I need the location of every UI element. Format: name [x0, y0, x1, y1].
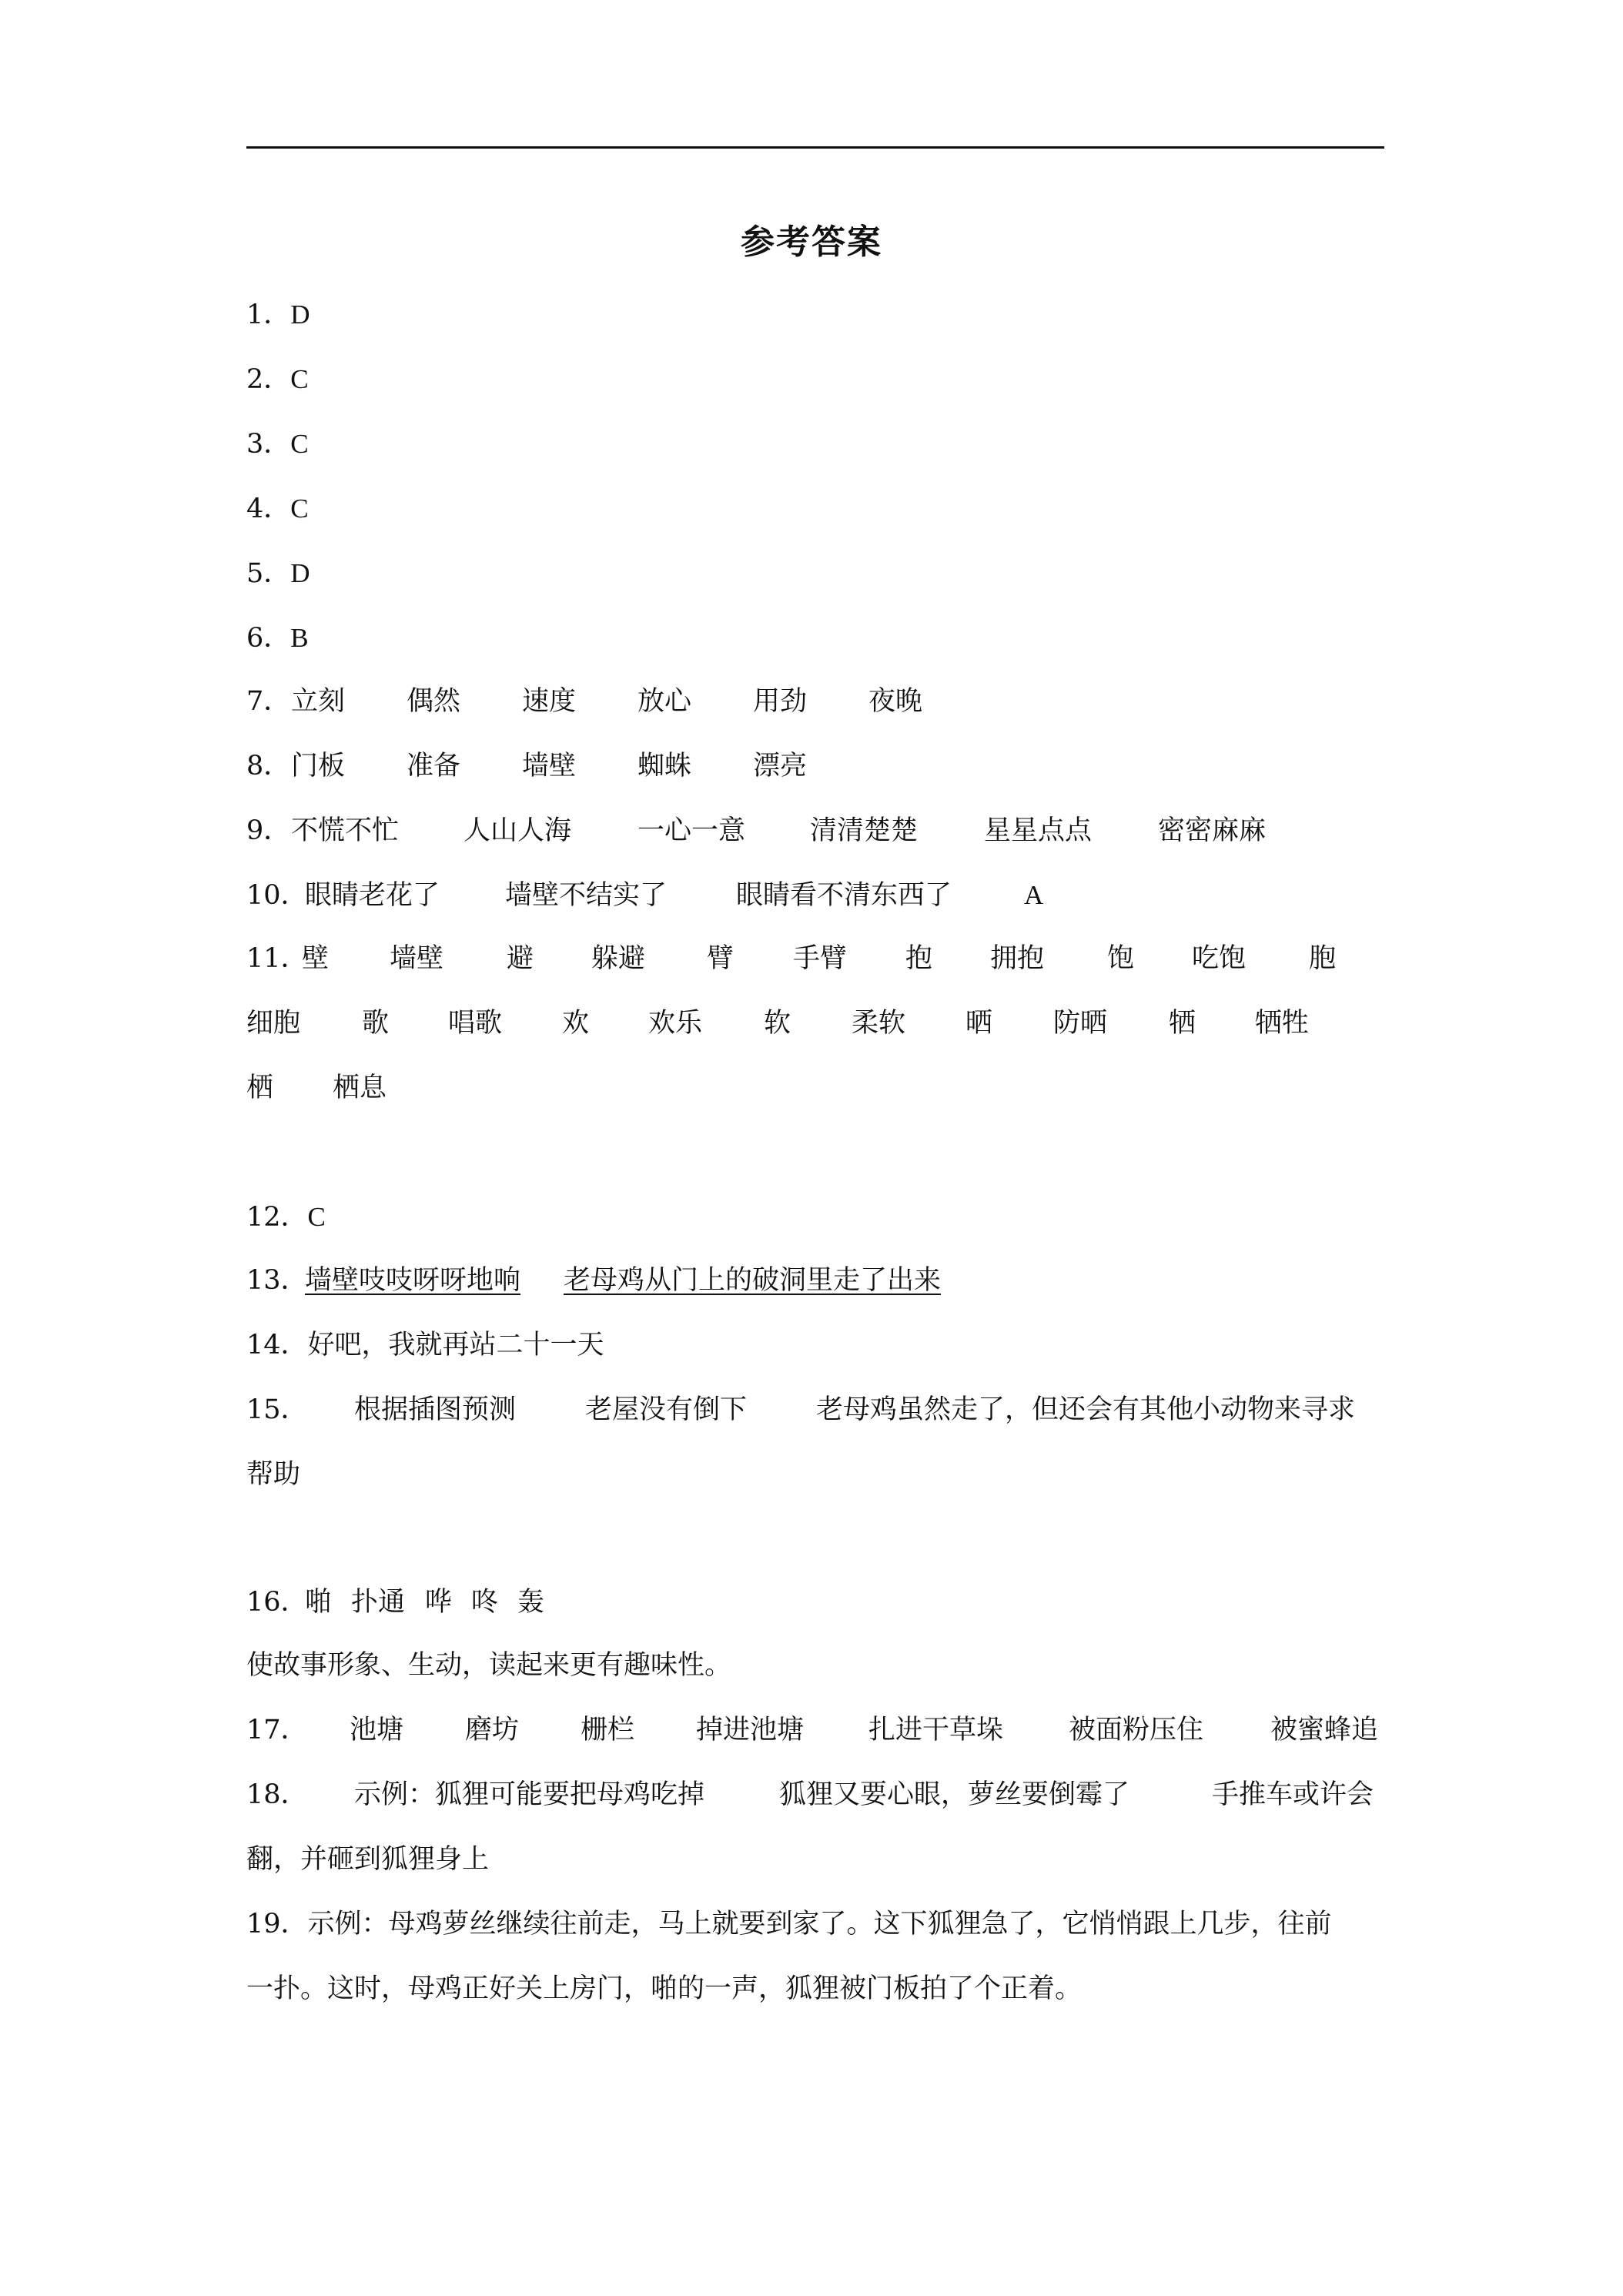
answer-text: 好吧，我就再站二十一天 [307, 1330, 604, 1361]
answer-item: 扎进干草垛 [868, 1715, 1004, 1745]
answer-number: 11． [246, 943, 308, 974]
answer-number: 13． [246, 1265, 308, 1296]
answer-number: 10． [246, 880, 308, 911]
answer-item: 速度 [522, 686, 577, 717]
answer-item: 一心一意 [637, 815, 746, 846]
answer-item: 墙壁 [522, 751, 577, 782]
answer-item: 躲避 [591, 943, 646, 974]
answer-item: 墙壁 [390, 943, 444, 974]
answer-number: 3． [246, 429, 291, 460]
answer-number: 16． [246, 1587, 308, 1618]
answer-text: 帮助 [246, 1459, 301, 1490]
answer-number: 17． [246, 1715, 308, 1745]
answer-text: 使故事形象、生动，读起来更有趣味性。 [246, 1650, 732, 1681]
answer-item: 掉进池塘 [696, 1715, 805, 1745]
answer-text: 翻，并砸到狐狸身上 [246, 1844, 490, 1875]
answer-11-row-1 [246, 939, 1337, 978]
answer-text: C [290, 429, 309, 459]
answer-number: 7． [246, 686, 291, 717]
answer-5 [246, 554, 310, 593]
answer-item: 人山人海 [463, 815, 572, 846]
answer-item: 细胞 [246, 1008, 301, 1039]
answer-item: 避 [507, 943, 534, 974]
answer-item: 饱 [1107, 943, 1135, 974]
answer-19-continued [246, 1970, 1082, 2008]
answer-18-continued [246, 1840, 489, 1879]
answer-item: 星星点点 [984, 815, 1093, 846]
answer-number: 12． [246, 1202, 308, 1233]
answer-item: 柔软 [852, 1008, 906, 1039]
answer-item: 被蜜蜂追 [1270, 1715, 1379, 1745]
answer-text: 一扑。这时，母鸡正好关上房门，啪的一声，狐狸被门板拍了个正着。 [246, 1973, 1083, 2004]
answer-item: 抱 [905, 943, 933, 974]
answer-item: 栅栏 [581, 1715, 635, 1745]
answer-item: 唱歌 [448, 1008, 503, 1039]
answer-item: 密密麻麻 [1158, 815, 1267, 846]
answer-item: 咚 [471, 1587, 499, 1618]
answer-number: 9． [246, 815, 291, 846]
answer-text: D [290, 558, 310, 588]
answer-number: 4． [246, 494, 291, 524]
answer-item: 示例：狐狸可能要把母鸡吃掉 [354, 1779, 705, 1810]
answer-10 [246, 876, 1044, 915]
answer-text: C [290, 364, 309, 394]
answer-item: 墙壁吱吱呀呀地响 [305, 1265, 521, 1296]
answer-item: 清清楚楚 [810, 815, 919, 846]
answer-number: 14． [246, 1330, 308, 1361]
answer-item: 手推车或许会 [1212, 1779, 1374, 1810]
answer-text: C [307, 1202, 326, 1232]
answer-item: 根据插图预测 [354, 1394, 517, 1425]
answer-item: 歌 [362, 1008, 390, 1039]
answer-2 [246, 360, 309, 399]
answer-item: 老母鸡虽然走了，但还会有其他小动物来寻求 [816, 1394, 1356, 1425]
answer-number: 5． [246, 558, 291, 589]
answer-17 [246, 1711, 1379, 1749]
answer-9 [246, 812, 1267, 850]
answer-item: A [1024, 880, 1044, 910]
answer-15-continued [246, 1455, 300, 1494]
answer-item: 栖息 [333, 1073, 387, 1103]
answer-8 [246, 747, 808, 785]
answer-7 [246, 682, 923, 721]
answer-item: 老母鸡从门上的破洞里走了出来 [564, 1265, 942, 1296]
page-title: 参考答案 [741, 223, 882, 262]
answer-number: 15． [246, 1394, 308, 1425]
answer-item: 啪 [305, 1587, 333, 1618]
answer-3 [246, 425, 309, 464]
answer-16-explanation [246, 1646, 731, 1685]
answer-text: 示例：母鸡萝丝继续往前走，马上就要到家了。这下狐狸急了，它悄悄跟上几步，往前 [307, 1909, 1332, 1940]
answer-item: 欢乐 [648, 1008, 703, 1039]
answer-item: 晒 [965, 1008, 993, 1039]
answer-item: 轰 [517, 1587, 545, 1618]
answer-item: 被面粉压住 [1069, 1715, 1204, 1745]
answer-item: 老屋没有倒下 [585, 1394, 748, 1425]
answer-15 [246, 1391, 1356, 1429]
answer-item: 门板 [291, 751, 346, 782]
answer-item: 壁 [302, 943, 330, 974]
answer-item: 蜘蛛 [637, 751, 692, 782]
answer-item: 欢 [562, 1008, 590, 1039]
answer-1 [246, 296, 310, 334]
answer-16 [246, 1583, 545, 1622]
answer-item: 用劲 [753, 686, 808, 717]
answer-item: 扑通 [351, 1587, 406, 1618]
answer-text: C [290, 494, 309, 524]
answer-18 [246, 1776, 1374, 1814]
answer-13 [246, 1261, 942, 1300]
answer-item: 胞 [1309, 943, 1337, 974]
answer-14 [246, 1326, 604, 1364]
answer-item: 眼睛看不清东西了 [736, 880, 952, 911]
answer-item: 立刻 [291, 686, 346, 717]
answer-number: 1． [246, 300, 291, 330]
answer-item: 池塘 [350, 1715, 404, 1745]
answer-19 [246, 1905, 1332, 1943]
answer-item: 磨坊 [465, 1715, 520, 1745]
answer-item: 狐狸又要心眼，萝丝要倒霉了 [779, 1779, 1130, 1810]
answer-item: 吃饱 [1192, 943, 1247, 974]
answer-item: 墙壁不结实了 [505, 880, 668, 911]
answer-text: D [290, 300, 310, 330]
answer-item: 不慌不忙 [291, 815, 400, 846]
answer-item: 放心 [637, 686, 692, 717]
answer-item: 准备 [407, 751, 461, 782]
answer-item: 臂 [707, 943, 735, 974]
answer-item: 眼睛老花了 [305, 880, 440, 911]
answer-item: 牺牲 [1255, 1008, 1310, 1039]
answer-item: 拥抱 [990, 943, 1045, 974]
answer-item: 夜晚 [868, 686, 923, 717]
answer-item: 防晒 [1053, 1008, 1108, 1039]
answer-item: 漂亮 [753, 751, 808, 782]
answer-item: 哗 [425, 1587, 453, 1618]
answer-number: 18． [246, 1779, 308, 1810]
answer-item: 手臂 [793, 943, 848, 974]
answer-item: 牺 [1169, 1008, 1196, 1039]
answer-text: B [290, 623, 309, 653]
answer-number: 6． [246, 623, 291, 654]
answer-12 [246, 1198, 326, 1237]
answer-item: 栖 [246, 1073, 274, 1103]
answer-item: 软 [764, 1008, 791, 1039]
answer-number: 2． [246, 364, 291, 395]
answer-6 [246, 619, 309, 658]
answer-number: 19． [246, 1909, 308, 1940]
answer-4 [246, 490, 309, 528]
header-rule [246, 146, 1384, 149]
answer-item: 偶然 [407, 686, 461, 717]
answer-number: 8． [246, 751, 291, 782]
